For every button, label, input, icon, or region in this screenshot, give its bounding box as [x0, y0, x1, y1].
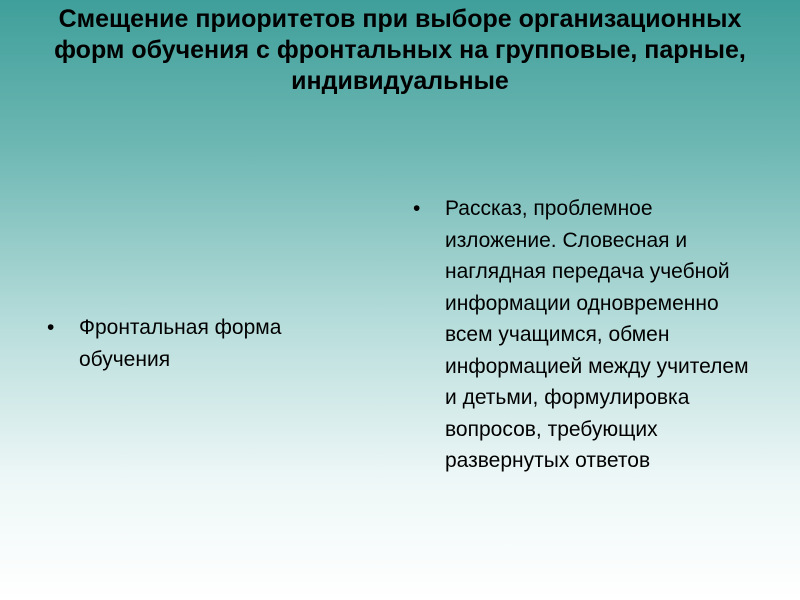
list-item	[413, 193, 753, 477]
list-item	[47, 312, 377, 375]
left-bullet-list	[47, 312, 377, 375]
bullet-icon: •	[47, 316, 55, 339]
left-item-text: Фронтальная форма обучения	[79, 316, 282, 371]
slide-title: Смещение приоритетов при выборе организационных форм обучения с фронтальных на групповые, парные, индивидуальные	[54, 5, 746, 95]
bullet-icon: •	[413, 197, 421, 220]
right-item-text: Рассказ, проблемное изложение. Словесная и наглядная передача учебной информации одновременно всем учащимся, обмен информацией между учителем и детьми, формулировка вопросов, требующих развернутых ответов	[445, 197, 749, 472]
right-bullet-list	[413, 193, 753, 477]
